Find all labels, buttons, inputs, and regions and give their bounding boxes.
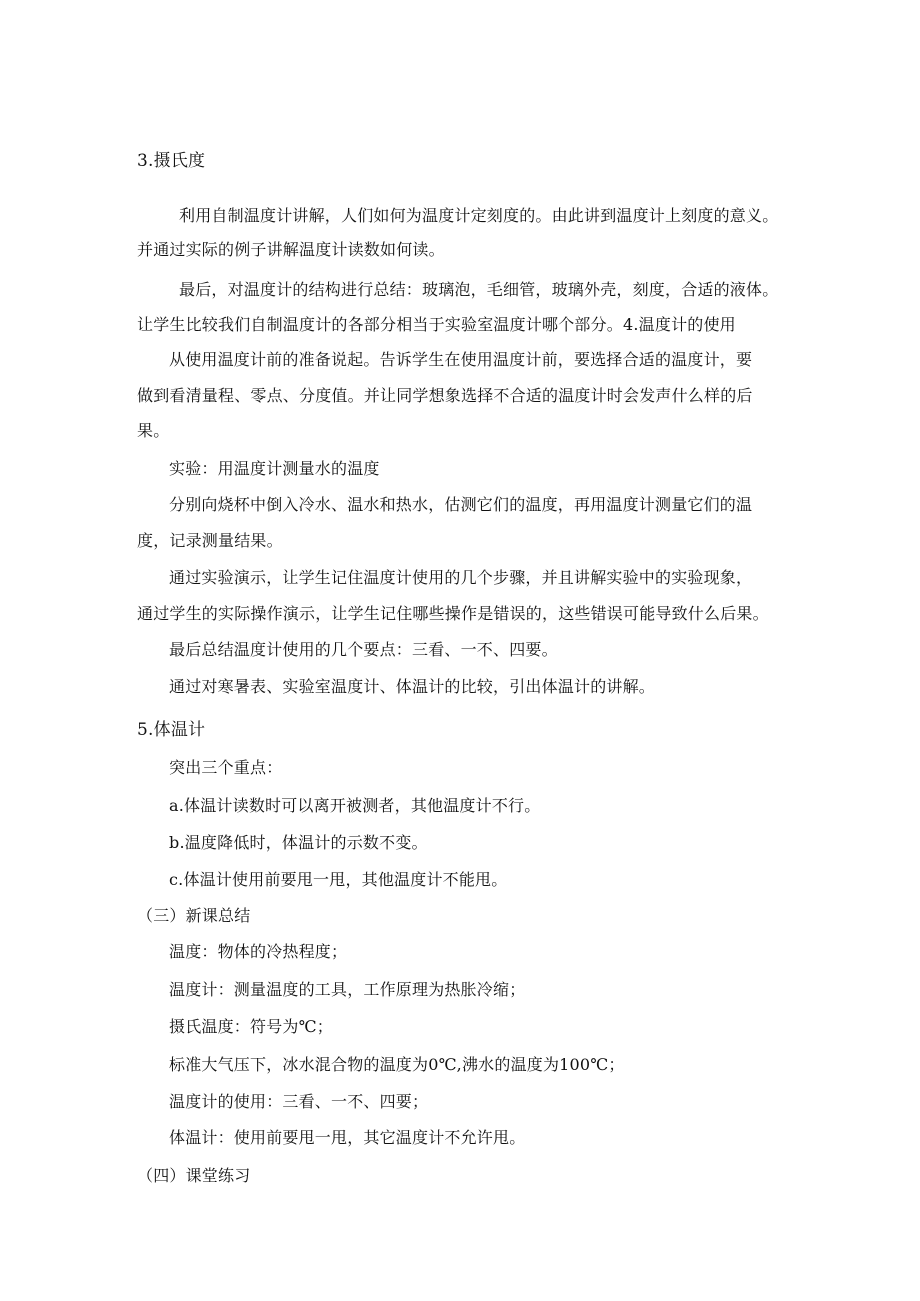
paragraph-line: 最后总结温度计使用的几个要点：三看、一不、四要。 — [169, 640, 558, 659]
summary-line: 体温计：使用前要甩一甩，其它温度计不允许甩。 — [169, 1128, 526, 1147]
paragraph-line: 让学生比较我们自制温度计的各部分相当于实验室温度计哪个部分。4.温度计的使用 — [137, 315, 736, 334]
paragraph-line: 利用自制温度计讲解，人们如何为温度计定刻度的。由此讲到温度计上刻度的意义。 — [179, 206, 779, 225]
summary-line: 温度计：测量温度的工具，工作原理为热胀冷缩； — [169, 980, 526, 999]
paragraph-line: 分别向烧杯中倒入冷水、温水和热水，估测它们的温度，再用温度计测量它们的温 — [169, 495, 753, 514]
experiment-title: 实验：用温度计测量水的温度 — [169, 459, 380, 478]
list-item: c.体温计使用前要甩一甩，其他温度计不能甩。 — [169, 870, 508, 889]
section-heading-practice: （四）课堂练习 — [137, 1166, 251, 1185]
list-item: a.体温计读数时可以离开被测者，其他温度计不行。 — [169, 796, 541, 815]
paragraph-line: 最后，对温度计的结构进行总结：玻璃泡，毛细管，玻璃外壳，刻度，合适的液体。 — [179, 280, 779, 299]
paragraph-line: 度，记录测量结果。 — [137, 531, 283, 550]
section-heading-summary: （三）新课总结 — [137, 906, 251, 925]
paragraph-line: 果。 — [137, 421, 170, 440]
paragraph-line: 通过实验演示，让学生记住温度计使用的几个步骤，并且讲解实验中的实验现象， — [169, 568, 753, 587]
paragraph-line: 从使用温度计前的准备说起。告诉学生在使用温度计前，要选择合适的温度计，要 — [169, 350, 753, 369]
paragraph-line: 突出三个重点： — [169, 758, 283, 777]
paragraph-line: 并通过实际的例子讲解温度计读数如何读。 — [137, 240, 445, 259]
summary-line: 摄氏温度：符号为℃； — [169, 1017, 333, 1036]
summary-line: 标准大气压下，冰水混合物的温度为0℃,沸水的温度为100℃； — [169, 1055, 625, 1074]
heading-celsius: 3.摄氏度 — [137, 151, 206, 171]
summary-line: 温度计的使用：三看、一不、四要； — [169, 1092, 429, 1111]
heading-clinical-thermometer: 5.体温计 — [137, 720, 206, 740]
paragraph-line: 通过学生的实际操作演示，让学生记住哪些操作是错误的，这些错误可能导致什么后果。 — [137, 604, 769, 623]
summary-line: 温度：物体的冷热程度； — [169, 942, 348, 961]
paragraph-line: 通过对寒暑表、实验室温度计、体温计的比较，引出体温计的讲解。 — [169, 677, 656, 696]
paragraph-line: 做到看清量程、零点、分度值。并让同学想象选择不合适的温度计时会发声什么样的后 — [137, 386, 753, 405]
list-item: b.温度降低时，体温计的示数不变。 — [169, 833, 428, 852]
